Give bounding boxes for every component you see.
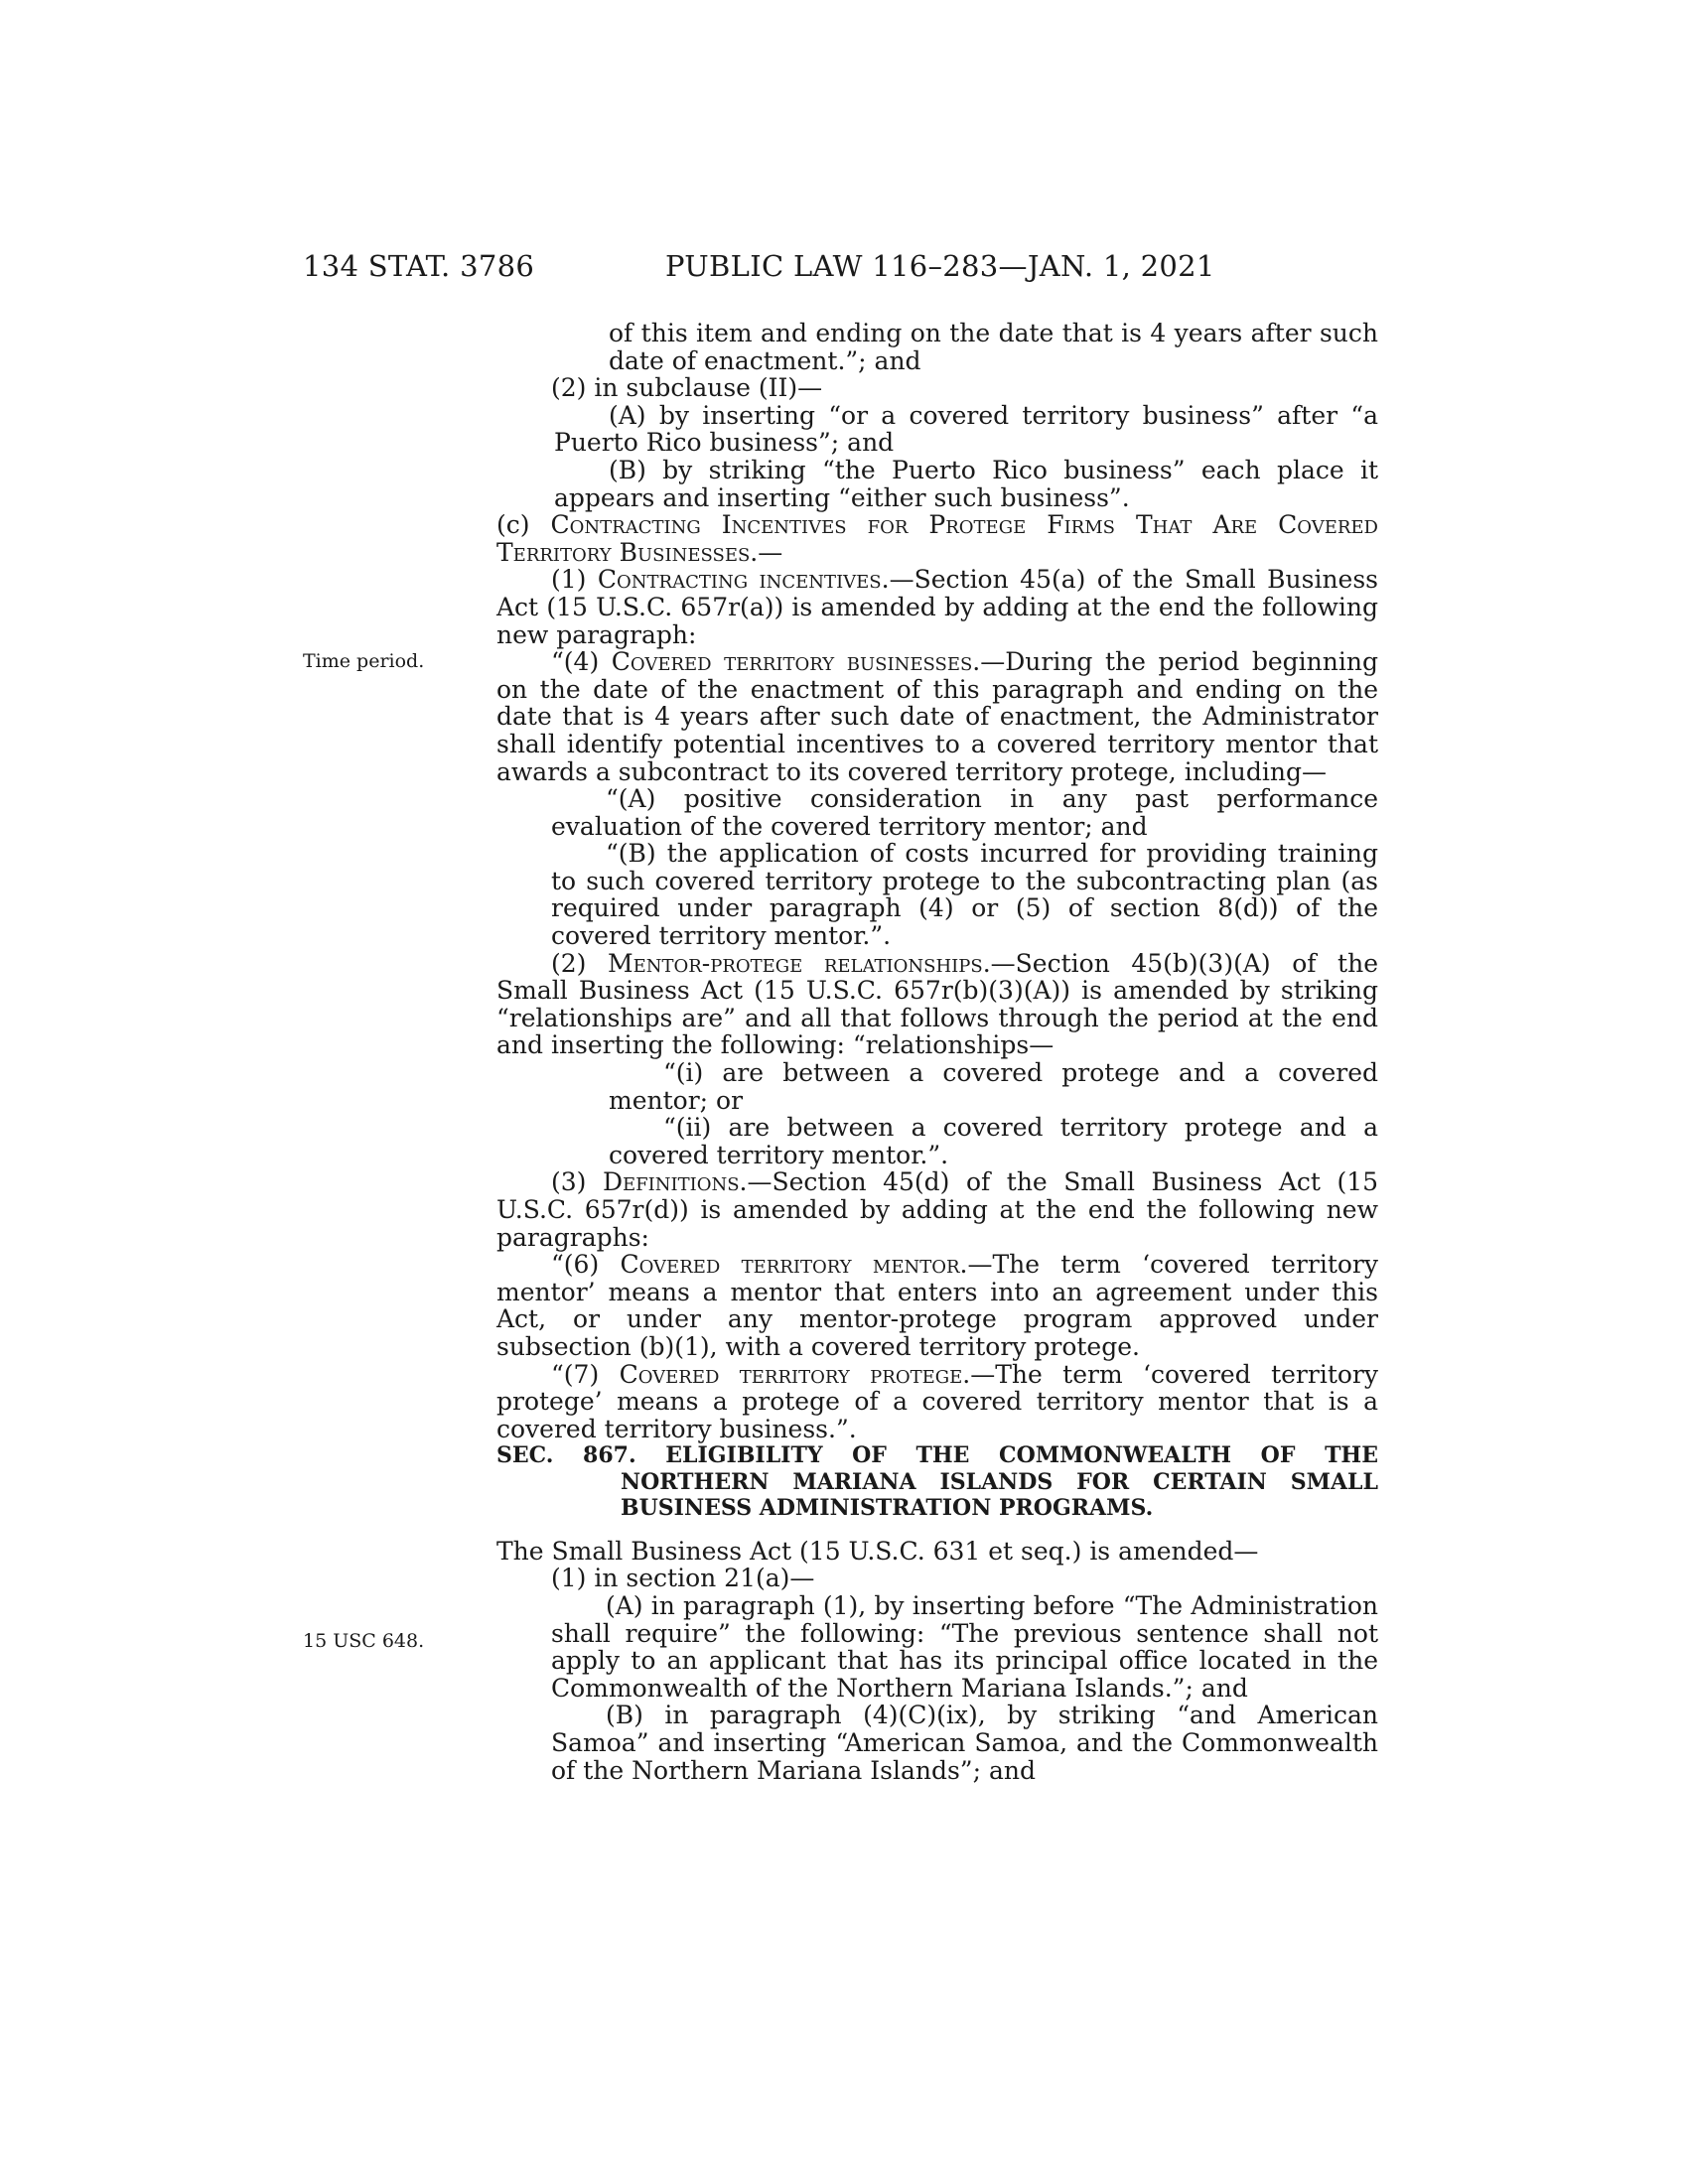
paragraph: The Small Business Act (15 U.S.C. 631 et seq.) is amended—	[496, 1536, 1259, 1566]
subsection-heading: Contracting Incentives for Protege Firms That Are Covered Territory Businesses.	[496, 510, 1378, 567]
page-citation: 134 STAT. 3786	[303, 249, 535, 283]
paragraph	[496, 1251, 1378, 1360]
paragraph-lead: (c)	[496, 510, 551, 540]
paragraph-dash: —	[758, 537, 783, 567]
paragraph-text: —During the period beginning on the date of the enactment of this paragraph and ending on the date that is 4 years after such date of enactment, the Administrator shall identify potential incentives to a covered territory mentor that awards a subcontract to its covered territory protege, including—	[496, 647, 1378, 786]
paragraph-lead: “(7)	[551, 1359, 620, 1389]
paragraph-text: —The term ‘covered territory protege’ means a protege of a covered territory mentor that is a covered territory business.”.	[496, 1359, 1379, 1443]
paragraph: “(ii) are between a covered territory protege and a covered territory mentor.”.	[609, 1113, 1378, 1169]
section-heading: SEC. 867. ELIGIBILITY OF THE COMMONWEALTH OF THE NORTHERN MARIANA ISLANDS FOR CERTAIN SMALL BUSINESS ADMINISTRATION PROGRAMS.	[496, 1442, 1378, 1522]
paragraph: “(i) are between a covered protege and a covered mentor; or	[609, 1058, 1378, 1115]
paragraph-text: —Section 45(d) of the Small Business Act (15 U.S.C. 657r(d)) is amended by adding at the end the following new paragraphs:	[496, 1167, 1379, 1252]
paragraph	[496, 1361, 1378, 1443]
paragraph: “(A) positive consideration in any past performance evaluation of the covered territory mentor; and	[551, 784, 1378, 841]
running-head: PUBLIC LAW 116–283—JAN. 1, 2021	[665, 249, 1215, 283]
paragraph: (1) in section 21(a)—	[551, 1564, 815, 1593]
paragraph-heading: Covered territory protege.	[619, 1359, 971, 1389]
paragraph-lead: (1)	[551, 565, 598, 595]
paragraph-heading: Covered territory businesses.	[611, 647, 981, 677]
margin-note-time-period: Time period.	[303, 650, 425, 672]
paragraph-lead: (3)	[551, 1167, 603, 1197]
paragraph	[496, 950, 1378, 1059]
paragraph: “(B) the application of costs incurred for providing training to such covered territory protege to the subcontracting plan (as required under paragraph (4) or (5) of section 8(d)) of the covered territory mentor.”.	[551, 839, 1378, 951]
paragraph: (B) by striking “the Puerto Rico business” each place it appears and inserting “either such business”.	[554, 455, 1378, 512]
paragraph-heading: Contracting incentives.	[597, 565, 890, 595]
paragraph: (B) in paragraph (4)(C)(ix), by striking “and American Samoa” and inserting “American Samoa, and the Commonwealth of the Northern Mariana Islands”; and	[551, 1701, 1378, 1785]
paragraph-heading: Mentor-protege relationships.	[607, 948, 991, 978]
paragraph-text: —The term ‘covered territory mentor’ means a mentor that enters into an agreement under this Act, or under any mentor-protege program approved under subsection (b)(1), with a covered territory protege.	[496, 1250, 1378, 1361]
margin-note-usc: 15 USC 648.	[303, 1630, 425, 1652]
paragraph: (2) in subclause (II)—	[551, 373, 823, 403]
paragraph: of this item and ending on the date that is 4 years after such date of enactment.”; and	[609, 319, 1378, 375]
paragraph-heading: Definitions.	[602, 1167, 748, 1197]
paragraph-text: —Section 45(a) of the Small Business Act (15 U.S.C. 657r(a)) is amended by adding at the end the following new paragraph:	[496, 565, 1379, 649]
paragraph: (A) in paragraph (1), by inserting before “The Administration shall require” the following: “The previous sentence shall not apply to an applicant that has its principal office located in the Commonwealth of the Northern Mariana Islands.”; and	[551, 1591, 1378, 1703]
body-text	[496, 320, 1378, 1784]
paragraph-lead: (2)	[551, 948, 608, 978]
paragraph	[496, 648, 1378, 785]
paragraph-heading: Covered territory mentor.	[620, 1250, 968, 1280]
paragraph	[496, 566, 1378, 648]
paragraph: (A) by inserting “or a covered territory business” after “a Puerto Rico business”; and	[554, 400, 1378, 458]
paragraph-text: —Section 45(b)(3)(A) of the Small Business Act (15 U.S.C. 657r(b)(3)(A)) is amended by striking “relationships are” and all that follows through the period at the end and inserting the following: “relationships—	[496, 948, 1378, 1060]
paragraph-lead: “(6)	[551, 1250, 621, 1280]
paragraph	[496, 1168, 1378, 1251]
paragraph-lead: “(4)	[551, 647, 612, 677]
subsection-c	[496, 511, 1378, 566]
